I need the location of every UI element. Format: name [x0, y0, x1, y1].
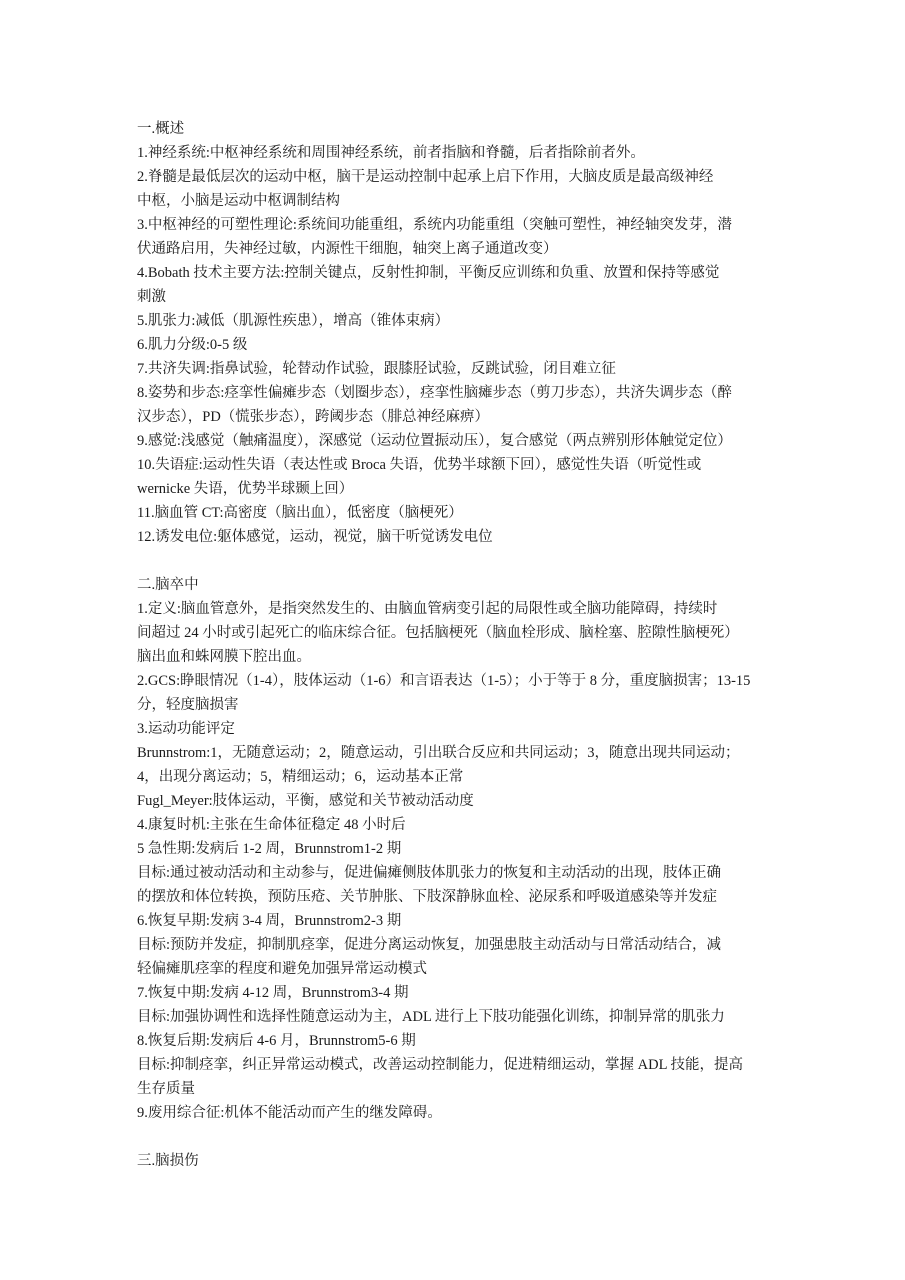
text-line: 10.失语症:运动性失语（表达性或 Broca 失语，优势半球额下回），感觉性失语（听觉性或 [137, 457, 702, 473]
text-line: 11.脑血管 CT:高密度（脑出血），低密度（脑梗死） [137, 505, 463, 521]
text-line: 2.GCS:睁眼情况（1-4），肢体运动（1-6）和言语表达（1-5）；小于等于 8 分，重度脑损害；13-15 [137, 673, 751, 689]
text-line: 6.肌力分级:0-5 级 [137, 337, 248, 353]
text-line: 伏通路启用，失神经过敏，内源性干细胞，轴突上离子通道改变） [137, 241, 558, 257]
text-line: 目标:通过被动活动和主动参与，促进偏瘫侧肢体肌张力的恢复和主动活动的出现，肢体正确 [137, 865, 722, 881]
text-line: 间超过 24 小时或引起死亡的临床综合征。包括脑梗死（脑血栓形成、脑栓塞、腔隙性脑梗死） [137, 625, 739, 641]
text-line: 5 急性期:发病后 1-2 周，Brunnstrom1-2 期 [137, 841, 402, 857]
text-line: 生存质量 [137, 1081, 195, 1097]
text-line: 脑出血和蛛网膜下腔出血。 [137, 649, 311, 665]
text-line: 7.共济失调:指鼻试验，轮替动作试验，跟膝胫试验，反跳试验，闭目难立征 [137, 361, 616, 377]
text-line: Brunnstrom:1，无随意运动；2，随意运动，引出联合反应和共同运动；3，随意出现共同运动； [137, 745, 740, 761]
text-line: 1.神经系统:中枢神经系统和周围神经系统，前者指脑和脊髓，后者指除前者外。 [137, 145, 645, 161]
text-line: 8.姿势和步态:痉挛性偏瘫步态（划圈步态），痉挛性脑瘫步态（剪刀步态），共济失调步态（醉 [137, 385, 732, 401]
text-line: 目标:加强协调性和选择性随意运动为主，ADL 进行上下肢功能强化训练，抑制异常的肌张力 [137, 1009, 725, 1025]
section-heading: 三.脑损伤 [137, 1153, 199, 1169]
text-line: 4，出现分离运动；5，精细运动；6，运动基本正常 [137, 769, 464, 785]
text-line: 6.恢复早期:发病 3-4 周，Brunnstrom2-3 期 [137, 913, 402, 929]
text-line: 4.康复时机:主张在生命体征稳定 48 小时后 [137, 817, 406, 833]
text-line: 3.中枢神经的可塑性理论:系统间功能重组，系统内功能重组（突触可塑性，神经轴突发芽，潜 [137, 217, 732, 233]
text-line: 8.恢复后期:发病后 4-6 月，Brunnstrom5-6 期 [137, 1033, 416, 1049]
text-line: wernicke 失语，优势半球颞上回） [137, 481, 354, 497]
text-line: 的摆放和体位转换，预防压疮、关节肿胀、下肢深静脉血栓、泌尿系和呼吸道感染等并发症 [137, 889, 717, 905]
text-line: 2.脊髓是最低层次的运动中枢，脑干是运动控制中起承上启下作用，大脑皮质是最高级神经 [137, 169, 714, 185]
text-line: 目标:抑制痉挛，纠正异常运动模式，改善运动控制能力，促进精细运动，掌握 ADL 技能，提高 [137, 1057, 744, 1073]
text-line: 中枢，小脑是运动中枢调制结构 [137, 193, 340, 209]
section-heading: 二.脑卒中 [137, 577, 199, 593]
document-body [137, 117, 777, 1173]
text-line: 汉步态），PD（慌张步态），跨阈步态（腓总神经麻痹） [137, 409, 490, 425]
text-line: 目标:预防并发症，抑制肌痉挛，促进分离运动恢复，加强患肢主动活动与日常活动结合，减 [137, 937, 722, 953]
text-line: 轻偏瘫肌痉挛的程度和避免加强异常运动模式 [137, 961, 427, 977]
section-spacer [137, 549, 777, 573]
text-line: 4.Bobath 技术主要方法:控制关键点，反射性抑制，平衡反应训练和负重、放置和保持等感觉 [137, 265, 720, 281]
text-line: Fugl_Meyer:肢体运动，平衡，感觉和关节被动活动度 [137, 793, 474, 809]
text-line: 刺激 [137, 289, 166, 305]
section-spacer [137, 1125, 777, 1149]
text-line: 分，轻度脑损害 [137, 697, 239, 713]
text-line: 3.运动功能评定 [137, 721, 235, 737]
text-line: 5.肌张力:减低（肌源性疾患），增高（锥体束病） [137, 313, 450, 329]
text-line: 9.感觉:浅感觉（触痛温度），深感觉（运动位置振动压），复合感觉（两点辨别形体触觉定位） [137, 433, 732, 449]
text-line: 9.废用综合征:机体不能活动而产生的继发障碍。 [137, 1105, 442, 1121]
text-line: 7.恢复中期:发病 4-12 周，Brunnstrom3-4 期 [137, 985, 409, 1001]
text-line: 12.诱发电位:躯体感觉，运动，视觉，脑干听觉诱发电位 [137, 529, 493, 545]
text-line: 1.定义:脑血管意外，是指突然发生的、由脑血管病变引起的局限性或全脑功能障碍，持续时 [137, 601, 718, 617]
section-heading: 一.概述 [137, 121, 185, 137]
